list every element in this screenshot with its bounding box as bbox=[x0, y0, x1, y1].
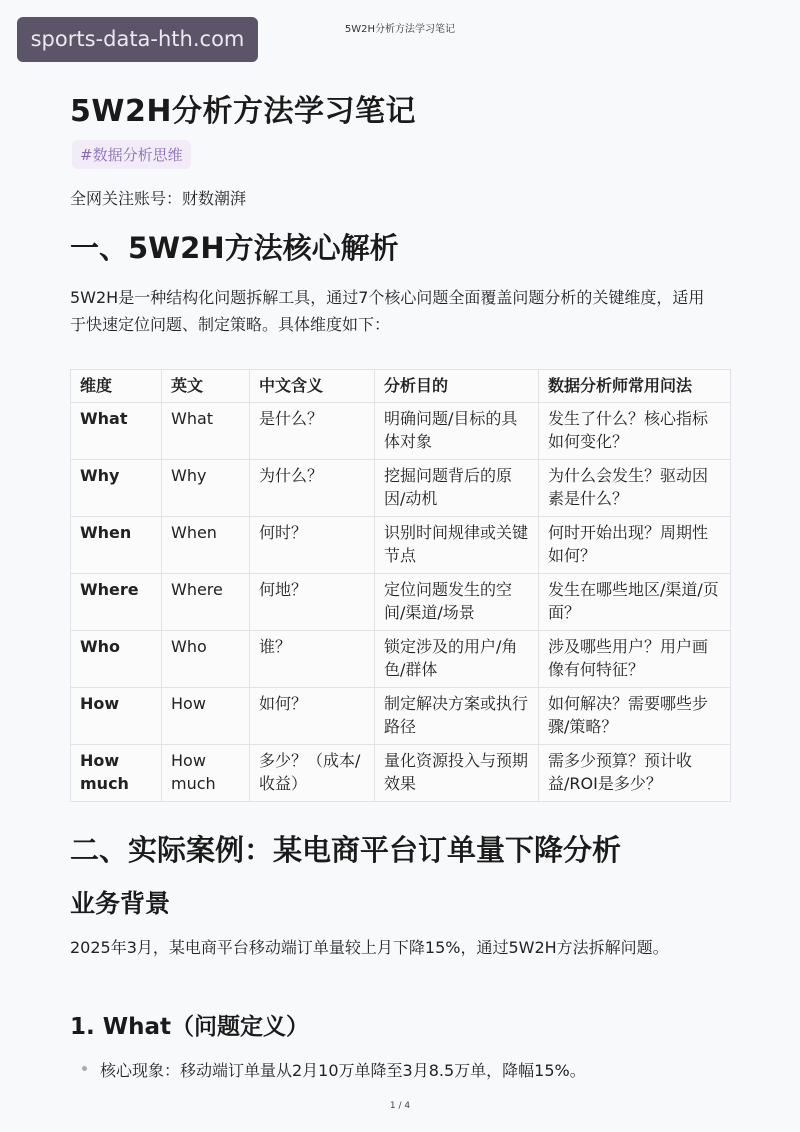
what-heading: 1. What（问题定义） bbox=[70, 1014, 310, 1040]
header-cell: 数据分析师常用问法 bbox=[539, 370, 731, 403]
section1-heading: 一、5W2H方法核心解析 bbox=[70, 231, 399, 265]
table-row bbox=[71, 631, 731, 688]
cell-english: When bbox=[162, 517, 250, 574]
section2-heading: 二、实际案例：某电商平台订单量下降分析 bbox=[70, 833, 622, 867]
list-item-text: 核心现象：移动端订单量从2月10万单降至3月8.5万单，降幅15%。 bbox=[100, 1061, 586, 1080]
page-title: 5W2H分析方法学习笔记 bbox=[70, 94, 416, 129]
cell-english: How much bbox=[162, 745, 250, 802]
cell-question: 为什么会发生？驱动因素是什么？ bbox=[539, 460, 731, 517]
cell-purpose: 挖掘问题背后的原因/动机 bbox=[375, 460, 539, 517]
cell-question: 何时开始出现？周期性如何？ bbox=[539, 517, 731, 574]
cell-purpose: 明确问题/目标的具体对象 bbox=[375, 403, 539, 460]
cell-question: 如何解决？需要哪些步骤/策略？ bbox=[539, 688, 731, 745]
table-row bbox=[71, 574, 731, 631]
cell-question: 涉及哪些用户？用户画像有何特征？ bbox=[539, 631, 731, 688]
header-cell: 分析目的 bbox=[375, 370, 539, 403]
cell-dimension: How much bbox=[71, 745, 162, 802]
cell-meaning: 何地？ bbox=[250, 574, 375, 631]
cell-meaning: 为什么？ bbox=[250, 460, 375, 517]
cell-english: Where bbox=[162, 574, 250, 631]
cell-dimension: When bbox=[71, 517, 162, 574]
cell-question: 需多少预算？预计收益/ROI是多少？ bbox=[539, 745, 731, 802]
watermark-badge: sports-data-hth.com bbox=[17, 17, 258, 62]
section1-intro: 5W2H是一种结构化问题拆解工具，通过7个核心问题全面覆盖问题分析的关键维度，适用于快速定位问题、制定策略。具体维度如下： bbox=[70, 288, 705, 334]
cell-english: Why bbox=[162, 460, 250, 517]
header-cell: 维度 bbox=[71, 370, 162, 403]
cell-meaning: 多少？（成本/收益） bbox=[250, 745, 375, 802]
background-heading: 业务背景 bbox=[70, 889, 171, 918]
5w2h-table bbox=[70, 369, 731, 802]
cell-meaning: 谁？ bbox=[250, 631, 375, 688]
cell-meaning: 是什么？ bbox=[250, 403, 375, 460]
cell-purpose: 量化资源投入与预期效果 bbox=[375, 745, 539, 802]
cell-dimension: Why bbox=[71, 460, 162, 517]
what-bullet-list bbox=[70, 1058, 586, 1081]
cell-question: 发生在哪些地区/渠道/页面？ bbox=[539, 574, 731, 631]
header-cell: 中文含义 bbox=[250, 370, 375, 403]
table-row bbox=[71, 688, 731, 745]
cell-dimension: How bbox=[71, 688, 162, 745]
cell-dimension: Where bbox=[71, 574, 162, 631]
cell-dimension: What bbox=[71, 403, 162, 460]
account-line: 全网关注账号：财数潮湃 bbox=[70, 189, 247, 208]
header-cell: 英文 bbox=[162, 370, 250, 403]
topic-tag[interactable]: #数据分析思维 bbox=[72, 140, 191, 169]
list-item bbox=[70, 1058, 586, 1081]
table-row bbox=[71, 517, 731, 574]
cell-purpose: 识别时间规律或关键节点 bbox=[375, 517, 539, 574]
cell-meaning: 何时？ bbox=[250, 517, 375, 574]
cell-english: Who bbox=[162, 631, 250, 688]
running-header: 5W2H分析方法学习笔记 bbox=[344, 24, 456, 35]
table-row bbox=[71, 403, 731, 460]
cell-meaning: 如何？ bbox=[250, 688, 375, 745]
table-header-row bbox=[71, 370, 731, 403]
background-text: 2025年3月，某电商平台移动端订单量较上月下降15%，通过5W2H方法拆解问题。 bbox=[70, 938, 669, 957]
cell-purpose: 定位问题发生的空间/渠道/场景 bbox=[375, 574, 539, 631]
table-row bbox=[71, 460, 731, 517]
cell-question: 发生了什么？核心指标如何变化？ bbox=[539, 403, 731, 460]
cell-purpose: 锁定涉及的用户/角色/群体 bbox=[375, 631, 539, 688]
cell-purpose: 制定解决方案或执行路径 bbox=[375, 688, 539, 745]
bullet-dot-icon bbox=[82, 1066, 87, 1071]
cell-english: How bbox=[162, 688, 250, 745]
cell-dimension: Who bbox=[71, 631, 162, 688]
cell-english: What bbox=[162, 403, 250, 460]
page-number: 1 / 4 bbox=[389, 1101, 411, 1111]
table-row bbox=[71, 745, 731, 802]
